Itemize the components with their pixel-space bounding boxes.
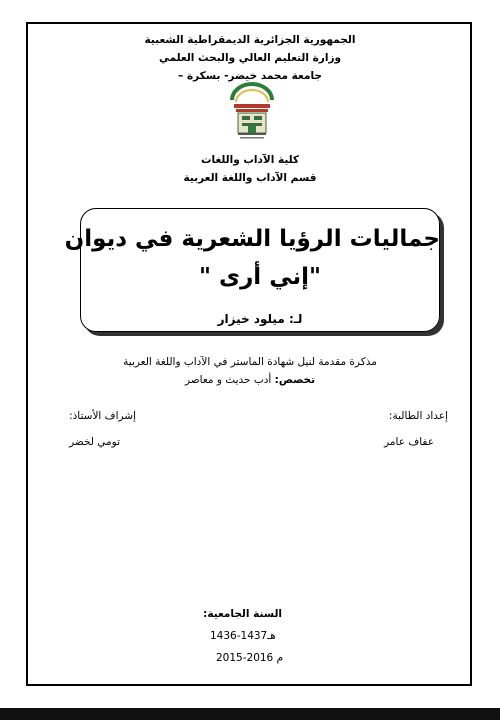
academic-year-gregorian: 2015-2016 م xyxy=(216,652,284,664)
supervisor-name: تومي لخضر xyxy=(69,436,120,448)
supervisor-label: إشراف الأستاذ: xyxy=(69,410,136,422)
thesis-title-line1: جماليات الرؤيا الشعرية في ديوان xyxy=(64,226,440,252)
university-header: جامعة محمد خيضر- بسكرة – xyxy=(178,70,322,82)
academic-year-hijri: 1436-1437هـ xyxy=(210,630,276,642)
department-header: قسم الآداب واللغة العربية xyxy=(183,172,317,184)
academic-year-label: السنة الجامعية: xyxy=(203,608,282,620)
poet-name: لـ: ميلود خيزار xyxy=(217,312,303,326)
thesis-title-line2: "إني أرى " xyxy=(199,264,321,290)
student-label: إعداد الطالبة: xyxy=(388,410,448,422)
faculty-header: كلية الآداب واللغات xyxy=(200,154,300,166)
ministry-header: وزارة التعليم العالي والبحث العلمي xyxy=(158,52,342,64)
student-name: عفاف عامر xyxy=(384,436,434,448)
specialty-value: أدب حديث و معاصر xyxy=(184,374,275,386)
specialty-line xyxy=(0,374,500,386)
university-logo-icon xyxy=(226,82,278,142)
specialty-label: تخصص: xyxy=(274,374,316,386)
republic-header: الجمهورية الجزائرية الديمقراطية الشعبية xyxy=(144,34,356,46)
thesis-purpose: مذكرة مقدمة لنيل شهادة الماستر في الآداب واللغة العربية xyxy=(123,356,377,368)
bottom-bar xyxy=(0,708,500,720)
